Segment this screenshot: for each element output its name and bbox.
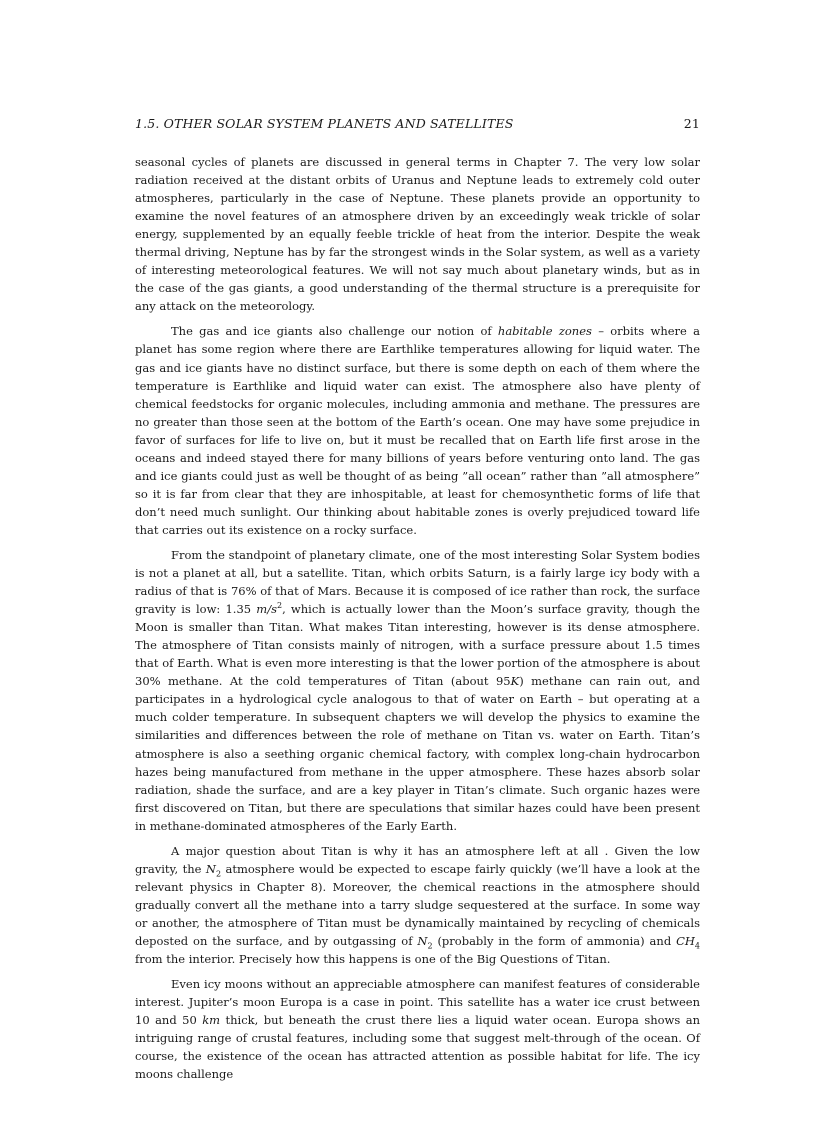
paragraph-3-text-b: , which is actually lower than the Moon’s surface gravity, though the Moon is smaller than Titan. What makes Titan interesting, however is its dense atmosphere. The atmosphere of Titan consists mainly of nitrogen, with a surface pressure about 1.5 times that of Earth. What is even more interesting is that the lower portion of the atmosphere is about 30% methane. At the cold temperatures of Titan (about 95 — [135, 602, 700, 689]
paragraph-1: seasonal cycles of planets are discussed in general terms in Chapter 7. The very low solar radiation received at the distant orbits of Uranus and Neptune leads to extremely cold outer atmospheres, particularly in the case of Neptune. These planets provide an opportunity to examine the novel features of an atmosphere driven by an exceedingly weak trickle of solar energy, supplemented by an equally feeble trickle of heat from the interior. Despite the weak thermal driving, Neptune has by far the strongest winds in the Solar system, as well as a variety of interesting meteorological features. We will not say much about planetary winds, but as in the case of the gas giants, a good understanding of the thermal structure is a prerequisite for any attack on the meteorology. — [135, 155, 700, 314]
paragraph-4-text-a: A major question about Titan is why it has an atmosphere left at all . Given the low gravity, the — [135, 843, 700, 876]
section-title: 1.5. OTHER SOLAR SYSTEM PLANETS AND SATELLITES — [135, 116, 514, 131]
methane-formula: CH — [676, 933, 695, 948]
paragraph-4 — [135, 842, 700, 968]
paragraph-2 — [135, 322, 700, 539]
paragraph-3-text-c: ) methane can rain out, and participates in a hydrological cycle analogous to that of water on Earth – but operating at a much colder temperature. In subsequent chapters we will develop the physics to examine the similarities and differences between the role of methane on Titan vs. water on Earth. Titan’s atmosphere is also a seething organic chemical factory, with complex long-chain hydrocarbon hazes being manufactured from methane in the upper atmosphere. These hazes absorb solar radiation, shade the surface, and are a key player in Titan’s climate. Such organic hazes were first discovered on Titan, but there are speculations that similar hazes could have been present in methane-dominated atmospheres of the Early Earth. — [135, 674, 700, 833]
habitable-zones-term: habitable zones — [497, 324, 592, 339]
nitrogen-formula-2: N — [417, 933, 428, 948]
paragraph-3 — [135, 546, 700, 835]
paragraph-4-text-d: from the interior. Precisely how this happens is one of the Big Questions of Titan. — [135, 952, 611, 967]
paragraph-4-text-b: atmosphere would be expected to escape fairly quickly (we’ll have a look at the relevant physics in Chapter 8). Moreover, the chemical reactions in the atmosphere should gradually convert all the methane into a tarry sludge sequestered at the surface. In some way or another, the atmosphere of Titan must be dynamically maintained by recycling of chemicals deposted on the surface, and by outgassing of — [135, 861, 701, 948]
paragraph-5 — [135, 975, 700, 1083]
kilometer-unit: km — [202, 1013, 221, 1028]
gravity-unit: m/s — [256, 602, 277, 617]
paragraph-5-text-b: thick, but beneath the crust there lies a liquid water ocean. Europa shows an intriguing range of crustal features, including some that suggest melt-through of the ocean. Of course, the existence of the ocean has attracted attention as possible habitat for life. The icy moons challenge — [135, 1013, 700, 1082]
gravity-unit-exponent: 2 — [276, 601, 283, 611]
paragraph-5-text-a: Even icy moons without an appreciable atmosphere can manifest features of considerable interest. Jupiter’s moon Europa is a case in point. This satellite has a water ice crust between 10 and 50 — [135, 977, 700, 1028]
paragraph-2-text-b: – orbits where a planet has some region where there are Earthlike temperatures allowing for liquid water. The gas and ice giants have no distinct surface, but there is some depth on each of them where the temperature is Earthlike and liquid water can exist. The atmosphere also have plenty of chemical feedstocks for organic molecules, including ammonia and methane. The pressures are no greater than those seen at the bottom of the Earth’s ocean. One may have some prejudice in favor of surfaces for life to live on, but it must be recalled that on Earth life first arose in the oceans and indeed stayed there for many billions of years before venturing onto land. The gas and ice giants could just as well be thought of as being ”all ocean” rather than ”all atmosphere” so it is far from clear that they are inhospitable, at least for chemosynthetic forms of life that don’t need much sunlight. Our thinking about habitable zones is overly prejudiced toward life that carries out its existence on a rocky surface. — [135, 324, 700, 537]
paragraph-4-text-c: (probably in the form of ammonia) and — [432, 933, 677, 948]
body-text — [135, 153, 700, 1090]
running-header — [135, 116, 700, 134]
page-number: 21 — [683, 116, 700, 131]
paragraph-3-text-a: From the standpoint of planetary climate, one of the most interesting Solar System bodies is not a planet at all, but a satellite. Titan, which orbits Saturn, is a fairly large icy body with a radius of that is 76% of that of Mars. Because it is composed of ice rather than rock, the surface gravity is low: 1.35 — [135, 547, 700, 617]
nitrogen-formula-1: N — [205, 861, 216, 876]
nitrogen-formula-1-subscript: 2 — [215, 869, 222, 879]
kelvin-unit: K — [510, 674, 520, 689]
paragraph-2-text-a: The gas and ice giants also challenge our notion of — [171, 324, 498, 339]
nitrogen-formula-2-subscript: 2 — [427, 941, 433, 951]
methane-formula-subscript: 4 — [694, 941, 700, 951]
